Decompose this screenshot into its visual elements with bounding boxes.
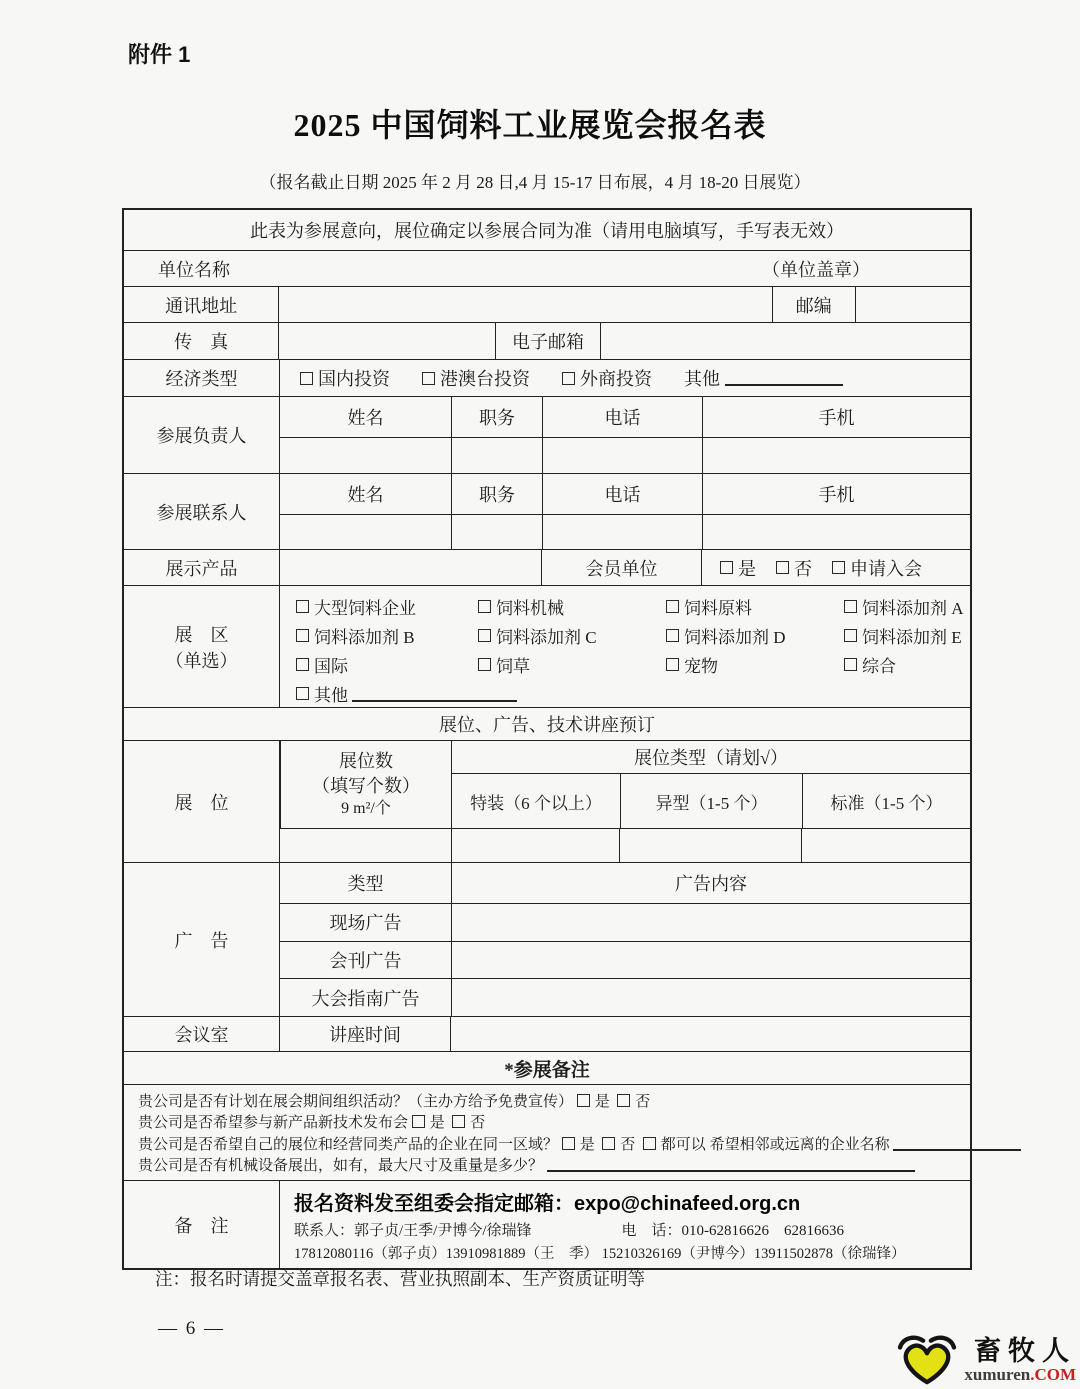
checkbox-icon	[844, 629, 857, 642]
option-label: 港澳台投资	[440, 369, 530, 389]
deadline-subtitle: （报名截止日期 2025 年 2 月 28 日,4 月 15-17 日布展，4 月 18-20 日展览）	[259, 173, 811, 192]
checkbox-icon	[617, 1094, 630, 1107]
checkbox-icon	[562, 1137, 575, 1150]
contact-label: 参展联系人	[156, 502, 247, 523]
member-option	[832, 555, 922, 581]
notes-mobiles: 17812080116（郭子贞）13910981889（王 季） 15210326169（尹博今）13911502878（徐瑞锋）	[294, 1245, 906, 1262]
address-label: 通讯地址	[165, 295, 238, 316]
logo-domain-text	[964, 1366, 1076, 1383]
checkbox-icon	[577, 1094, 590, 1107]
checkbox-icon	[422, 372, 435, 385]
option-label: 大型饲料企业	[314, 599, 416, 618]
notes-contacts: 联系人：郭子贞/王季/尹博今/徐瑞锋	[294, 1222, 532, 1239]
remarks-questions-row	[124, 1084, 970, 1180]
option-label: 饲料原料	[684, 599, 752, 618]
fax-label: 传 真	[174, 332, 229, 352]
checkbox-icon	[296, 687, 309, 700]
col-title: 职务	[451, 474, 542, 514]
col-mobile: 手机	[702, 397, 970, 437]
other-label: 其他	[314, 686, 348, 705]
checkbox-icon	[844, 658, 857, 671]
option-label: 饲料机械	[496, 599, 564, 618]
option-label: 综合	[862, 657, 896, 676]
submission-note: 注：报名时请提交盖章报名表、营业执照副本、生产资质证明等	[155, 1269, 645, 1289]
question-option	[412, 1111, 445, 1132]
option-label: 否	[794, 558, 812, 579]
zone-block	[124, 585, 970, 707]
ads-row-onsite	[280, 903, 970, 941]
registration-form-table	[122, 208, 972, 1270]
intro-text: 此表为参展意向，展位确定以参展合同为准（请用电脑填写，手写表无效）	[250, 221, 844, 241]
postal-code-label: 邮编	[772, 287, 855, 322]
col-name: 姓名	[347, 485, 384, 505]
manager-input-row	[280, 437, 970, 473]
checkbox-icon	[643, 1137, 656, 1150]
zone-option	[666, 623, 844, 648]
booth-irregular-field	[619, 829, 801, 863]
email-field	[600, 323, 970, 359]
lecture-time-field	[450, 1017, 970, 1051]
heart-logo-icon	[896, 1333, 958, 1387]
zone-other	[296, 681, 970, 706]
question-option	[602, 1133, 635, 1154]
ads-journal-field	[451, 942, 970, 979]
booth-input-row	[280, 828, 970, 863]
remarks-header-row	[124, 1051, 970, 1084]
option-label: 饲料添加剂 B	[314, 628, 415, 647]
checkbox-icon	[478, 600, 491, 613]
col-title: 职务	[451, 397, 542, 437]
company-name-label: 单位名称	[158, 259, 230, 280]
fill-in-blank	[352, 686, 517, 702]
fill-in-blank	[725, 370, 843, 386]
ads-header-row	[280, 863, 970, 903]
attachment-label: 附件 1	[128, 42, 191, 67]
checkbox-icon	[844, 600, 857, 613]
booth-block	[124, 740, 970, 862]
postal-code-field	[855, 287, 970, 322]
checkbox-icon	[832, 561, 845, 574]
meeting-row	[124, 1016, 970, 1051]
question-line	[138, 1133, 1021, 1154]
economy-option	[562, 365, 652, 391]
manager-phone-field	[542, 438, 702, 473]
checkbox-icon	[296, 658, 309, 671]
question-text: 贵公司是否希望自己的展位和经营同类产品的企业在同一区域？	[138, 1136, 559, 1153]
option-label: 饲料添加剂 E	[862, 628, 962, 647]
checkbox-icon	[412, 1115, 425, 1128]
meeting-label: 会议室	[174, 1025, 229, 1045]
col-mobile: 手机	[702, 474, 970, 514]
option-label: 是	[738, 558, 756, 579]
lecture-time-label: 讲座时间	[279, 1017, 450, 1051]
checkbox-icon	[478, 658, 491, 671]
manager-block	[124, 396, 970, 473]
option-label: 饲料添加剂 C	[496, 628, 597, 647]
contact-block	[124, 473, 970, 549]
ads-type-header: 类型	[347, 874, 384, 894]
economy-label: 经济类型	[165, 369, 238, 389]
member-options	[701, 550, 970, 585]
option-label: 饲草	[496, 657, 530, 676]
question-text: 贵公司是否有机械设备展出，如有，最大尺寸及重量是多少？	[138, 1157, 544, 1174]
company-cell	[124, 251, 970, 286]
checkbox-icon	[296, 629, 309, 642]
zone-option	[478, 652, 666, 677]
manager-header-row	[280, 397, 970, 437]
manager-title-field	[451, 438, 542, 473]
option-label: 外商投资	[580, 369, 652, 389]
ads-row-label: 大会指南广告	[311, 988, 420, 1009]
zone-option	[296, 652, 478, 677]
contact-mobile-field	[702, 515, 970, 549]
col-name: 姓名	[347, 408, 384, 428]
remarks-questions	[124, 1085, 1035, 1180]
notes-block	[124, 1180, 970, 1268]
address-field	[278, 287, 772, 322]
checkbox-icon	[602, 1137, 615, 1150]
option-label: 否	[620, 1136, 636, 1153]
booth-type-standard: 标准（1-5 个）	[802, 774, 970, 828]
question-option	[452, 1111, 485, 1132]
ads-block	[124, 862, 970, 1016]
contact-input-row	[280, 514, 970, 549]
email-label: 电子邮箱	[495, 323, 600, 359]
page-number: — 6 —	[158, 1318, 225, 1339]
ads-row-label: 会刊广告	[329, 951, 402, 971]
company-row	[124, 250, 970, 286]
option-label: 否	[635, 1094, 651, 1111]
booth-type-special: 特装（6 个以上）	[470, 793, 602, 813]
intro-row	[124, 210, 970, 250]
option-label: 否	[470, 1115, 486, 1132]
notes-content	[279, 1181, 970, 1268]
booth-count-line: 9 m²/个	[341, 800, 391, 817]
ads-onsite-field	[451, 904, 970, 941]
question-line	[138, 1111, 485, 1132]
fill-in-blank	[547, 1156, 915, 1172]
checkbox-icon	[666, 658, 679, 671]
fill-in-blank	[893, 1135, 1021, 1151]
question-option	[577, 1090, 610, 1111]
notes-label: 备 注	[174, 1215, 229, 1236]
manager-name-field	[280, 438, 451, 473]
checkbox-icon	[296, 600, 309, 613]
booth-count-line: （填写个数）	[312, 775, 420, 796]
zone-option	[296, 623, 478, 648]
zone-option	[844, 652, 970, 677]
remarks-header: *参展备注	[504, 1059, 590, 1081]
economy-options	[279, 360, 970, 396]
economy-option	[300, 365, 390, 391]
question-line	[138, 1154, 915, 1175]
booth-count-cell	[280, 741, 451, 828]
zone-label: 展 区	[174, 624, 229, 645]
checkbox-icon	[562, 372, 575, 385]
booth-standard-field	[801, 829, 970, 863]
page-title: 2025 中国饲料工业展览会报名表	[293, 107, 767, 143]
checkbox-icon	[666, 629, 679, 642]
question-text: 贵公司是否有计划在展会期间组织活动？（主办方给予免费宣传）	[138, 1094, 574, 1111]
contact-title-field	[451, 515, 542, 549]
zone-option	[666, 652, 844, 677]
logo-domain-name: xumuren	[964, 1364, 1031, 1384]
ads-row-guide	[280, 978, 970, 1016]
booth-count-field	[280, 829, 451, 863]
member-label: 会员单位	[541, 550, 701, 585]
booth-special-field	[451, 829, 619, 863]
logo-brand-text: 畜牧人	[974, 1335, 1076, 1366]
checkbox-icon	[300, 372, 313, 385]
manager-mobile-field	[702, 438, 970, 473]
ads-row-journal	[280, 941, 970, 979]
booking-header-row	[124, 707, 970, 740]
zone-option	[666, 594, 844, 619]
zone-option	[478, 594, 666, 619]
booth-label: 展 位	[174, 792, 229, 813]
question-option	[562, 1133, 595, 1154]
contact-header-row	[280, 474, 970, 514]
checkbox-icon	[452, 1115, 465, 1128]
question-line	[138, 1090, 650, 1111]
ads-row-label: 现场广告	[329, 913, 402, 934]
ads-label: 广 告	[174, 930, 229, 951]
zone-option	[844, 623, 970, 648]
zone-sublabel: （单选）	[165, 650, 238, 671]
booth-type-irregular: 异型（1-5 个）	[620, 774, 802, 828]
option-label: 饲料添加剂 A	[862, 599, 964, 618]
booth-count-line: 展位数	[339, 751, 393, 772]
option-label: 是	[579, 1136, 595, 1153]
zone-label-cell	[124, 586, 279, 707]
fax-row	[124, 322, 970, 359]
zone-options	[280, 586, 970, 714]
option-label: 是	[429, 1115, 445, 1132]
manager-label: 参展负责人	[156, 426, 247, 446]
zone-option	[296, 594, 478, 619]
other-label: 其他	[684, 369, 720, 389]
option-label: 宠物	[684, 657, 718, 676]
notes-email-line: 报名资料发至组委会指定邮箱：expo@chinafeed.org.cn	[294, 1192, 801, 1215]
company-seal-label: （单位盖章）	[762, 259, 870, 280]
products-row	[124, 549, 970, 585]
member-option	[720, 555, 756, 581]
ads-content-header: 广告内容	[451, 863, 970, 903]
col-phone: 电话	[542, 397, 702, 437]
xumuren-logo	[896, 1333, 1076, 1387]
question-text: 贵公司是否希望参与新产品新技术发布会	[138, 1115, 409, 1132]
booking-header: 展位、广告、技术讲座预订	[439, 715, 655, 735]
checkbox-icon	[478, 629, 491, 642]
question-option	[643, 1133, 706, 1154]
notes-phones: 电 话：010-62816626 62816636	[621, 1222, 845, 1239]
option-label: 申请入会	[850, 558, 922, 579]
logo-domain-tld: .COM	[1030, 1364, 1076, 1384]
option-label: 国际	[314, 657, 348, 676]
economy-other	[684, 365, 843, 391]
zone-option	[844, 594, 970, 619]
fax-field	[278, 323, 495, 359]
checkbox-icon	[666, 600, 679, 613]
zone-option	[478, 623, 666, 648]
option-label: 饲料添加剂 D	[684, 628, 786, 647]
checkbox-icon	[776, 561, 789, 574]
products-field	[279, 550, 541, 585]
checkbox-icon	[720, 561, 733, 574]
question-suffix: 希望相邻或远离的企业名称	[709, 1136, 890, 1153]
products-label: 展示产品	[165, 558, 238, 579]
economy-option	[422, 365, 530, 391]
col-phone: 电话	[542, 474, 702, 514]
option-label: 都可以	[660, 1136, 706, 1153]
booth-type-header: 展位类型（请划√）	[634, 748, 788, 768]
member-option	[776, 555, 812, 581]
ads-guide-field	[451, 979, 970, 1016]
option-label: 是	[594, 1094, 610, 1111]
address-row	[124, 286, 970, 322]
booth-header-area	[280, 741, 970, 828]
contact-name-field	[280, 515, 451, 549]
contact-phone-field	[542, 515, 702, 549]
notes-contact-line	[294, 1219, 960, 1240]
question-option	[617, 1090, 650, 1111]
economy-row	[124, 359, 970, 396]
option-label: 国内投资	[318, 369, 390, 389]
